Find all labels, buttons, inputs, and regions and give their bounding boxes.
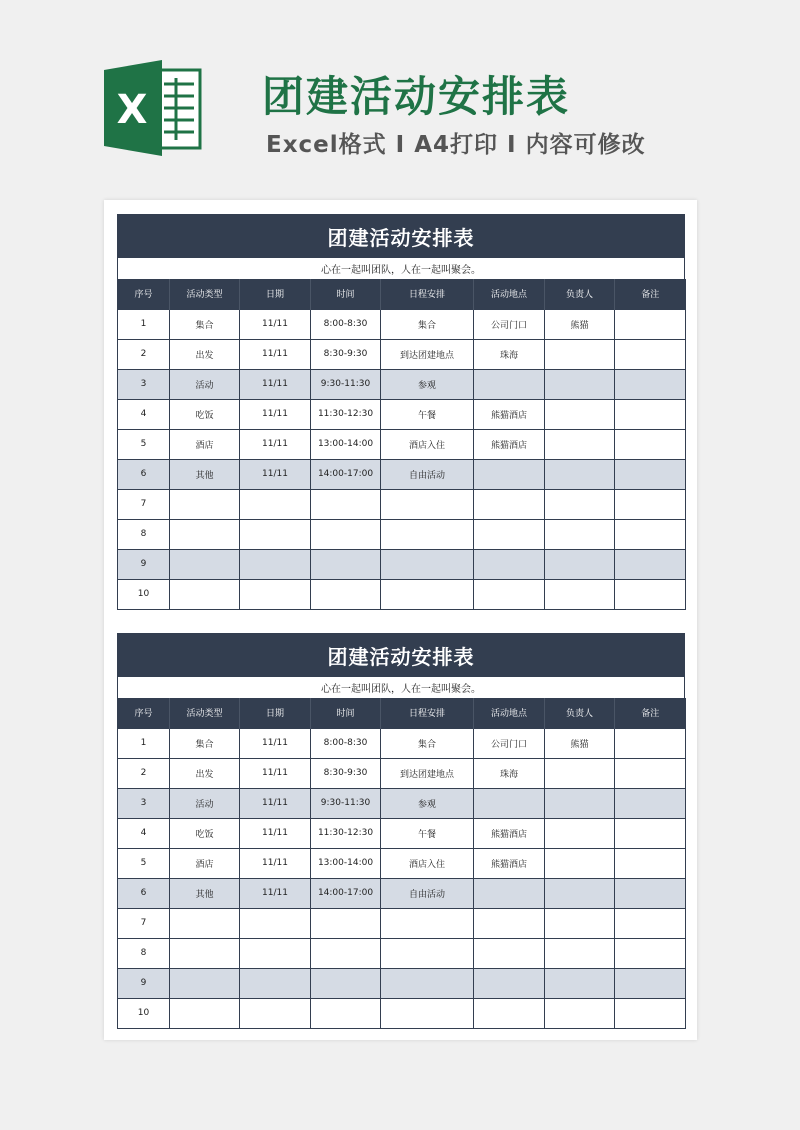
table-cell[interactable] <box>545 519 615 549</box>
table-cell[interactable]: 熊猫 <box>545 728 615 758</box>
table-cell[interactable] <box>545 579 615 609</box>
table-cell[interactable]: 1 <box>118 728 170 758</box>
table-cell[interactable]: 8:00-8:30 <box>311 728 381 758</box>
table-cell[interactable] <box>474 878 545 908</box>
table-cell[interactable] <box>615 519 686 549</box>
table-cell[interactable] <box>615 459 686 489</box>
column-header: 日程安排 <box>381 698 474 728</box>
table-cell[interactable]: 3 <box>118 788 170 818</box>
table-cell[interactable] <box>474 908 545 938</box>
table-cell[interactable]: 11/11 <box>240 788 311 818</box>
table-cell[interactable]: 公司门口 <box>474 728 545 758</box>
svg-text:X: X <box>116 87 148 133</box>
table-row <box>118 429 686 459</box>
table-cell[interactable] <box>474 489 545 519</box>
table-cell[interactable]: 14:00-17:00 <box>311 459 381 489</box>
table-cell[interactable]: 出发 <box>170 758 240 788</box>
table-cell[interactable] <box>545 788 615 818</box>
table-row <box>118 399 686 429</box>
table-row <box>118 758 686 788</box>
table-cell[interactable] <box>545 369 615 399</box>
column-header: 活动地点 <box>474 698 545 728</box>
table-cell[interactable] <box>615 968 686 998</box>
table-cell[interactable] <box>311 968 381 998</box>
table-cell[interactable] <box>545 938 615 968</box>
schedule-sheet <box>117 214 685 610</box>
table-cell[interactable]: 9 <box>118 968 170 998</box>
column-header: 负责人 <box>545 698 615 728</box>
table-cell[interactable] <box>474 459 545 489</box>
table-cell[interactable] <box>240 519 311 549</box>
table-cell[interactable] <box>381 549 474 579</box>
table-cell[interactable] <box>311 908 381 938</box>
table-cell[interactable]: 参观 <box>381 788 474 818</box>
sheet-title: 团建活动安排表 <box>117 214 685 258</box>
table-cell[interactable]: 珠海 <box>474 758 545 788</box>
table-cell[interactable]: 11:30-12:30 <box>311 399 381 429</box>
table-cell[interactable] <box>381 998 474 1028</box>
table-cell[interactable] <box>615 788 686 818</box>
table-cell[interactable]: 10 <box>118 998 170 1028</box>
table-cell[interactable] <box>615 429 686 459</box>
table-cell[interactable] <box>311 489 381 519</box>
table-cell[interactable]: 8 <box>118 519 170 549</box>
excel-logo-icon <box>104 60 204 156</box>
table-cell[interactable]: 4 <box>118 818 170 848</box>
column-header: 序号 <box>118 279 170 309</box>
table-cell[interactable] <box>545 908 615 938</box>
table-cell[interactable]: 酒店 <box>170 848 240 878</box>
table-cell[interactable]: 4 <box>118 399 170 429</box>
table-cell[interactable]: 8:30-9:30 <box>311 758 381 788</box>
table-row <box>118 459 686 489</box>
table-cell[interactable]: 14:00-17:00 <box>311 878 381 908</box>
table-cell[interactable]: 9 <box>118 549 170 579</box>
table-cell[interactable] <box>170 908 240 938</box>
column-header: 时间 <box>311 279 381 309</box>
table-cell[interactable] <box>545 998 615 1028</box>
document-paper <box>104 200 697 1040</box>
table-cell[interactable]: 酒店入住 <box>381 429 474 459</box>
table-cell[interactable]: 午餐 <box>381 399 474 429</box>
table-cell[interactable]: 自由活动 <box>381 459 474 489</box>
table-cell[interactable] <box>311 938 381 968</box>
table-cell[interactable] <box>381 968 474 998</box>
table-cell[interactable]: 1 <box>118 309 170 339</box>
table-row <box>118 369 686 399</box>
table-cell[interactable]: 自由活动 <box>381 878 474 908</box>
table-row <box>118 848 686 878</box>
table-cell[interactable]: 11/11 <box>240 848 311 878</box>
table-cell[interactable] <box>615 878 686 908</box>
table-cell[interactable]: 熊猫 <box>545 309 615 339</box>
table-cell[interactable] <box>615 309 686 339</box>
table-row <box>118 549 686 579</box>
column-header: 负责人 <box>545 279 615 309</box>
schedule-table <box>117 279 686 610</box>
table-cell[interactable] <box>240 549 311 579</box>
table-cell[interactable] <box>381 579 474 609</box>
table-row <box>118 998 686 1028</box>
table-cell[interactable]: 集合 <box>381 309 474 339</box>
table-cell[interactable]: 3 <box>118 369 170 399</box>
table-row <box>118 489 686 519</box>
table-cell[interactable]: 2 <box>118 758 170 788</box>
table-cell[interactable]: 集合 <box>170 728 240 758</box>
table-cell[interactable]: 活动 <box>170 788 240 818</box>
table-cell[interactable] <box>311 579 381 609</box>
table-cell[interactable] <box>474 369 545 399</box>
table-cell[interactable] <box>240 908 311 938</box>
table-cell[interactable]: 集合 <box>381 728 474 758</box>
table-cell[interactable] <box>474 519 545 549</box>
sheet-motto: 心在一起叫团队，人在一起叫聚会。 <box>117 677 685 698</box>
column-header: 日程安排 <box>381 279 474 309</box>
table-cell[interactable] <box>170 579 240 609</box>
table-header-row <box>118 698 686 728</box>
table-cell[interactable]: 9:30-11:30 <box>311 369 381 399</box>
table-cell[interactable]: 到达团建地点 <box>381 758 474 788</box>
table-cell[interactable]: 5 <box>118 848 170 878</box>
table-cell[interactable] <box>615 489 686 519</box>
schedule-table <box>117 698 686 1029</box>
table-cell[interactable] <box>240 938 311 968</box>
table-cell[interactable] <box>474 579 545 609</box>
table-cell[interactable] <box>474 998 545 1028</box>
table-cell[interactable]: 6 <box>118 878 170 908</box>
table-cell[interactable] <box>474 549 545 579</box>
table-cell[interactable] <box>615 938 686 968</box>
column-header: 时间 <box>311 698 381 728</box>
table-cell[interactable]: 5 <box>118 429 170 459</box>
table-cell[interactable]: 午餐 <box>381 818 474 848</box>
column-header: 日期 <box>240 279 311 309</box>
table-cell[interactable]: 出发 <box>170 339 240 369</box>
table-row <box>118 968 686 998</box>
table-cell[interactable]: 11/11 <box>240 878 311 908</box>
table-cell[interactable]: 11/11 <box>240 309 311 339</box>
table-cell[interactable]: 11/11 <box>240 339 311 369</box>
table-cell[interactable] <box>240 579 311 609</box>
table-cell[interactable]: 吃饭 <box>170 818 240 848</box>
table-cell[interactable]: 熊猫酒店 <box>474 848 545 878</box>
table-cell[interactable]: 酒店 <box>170 429 240 459</box>
table-cell[interactable]: 熊猫酒店 <box>474 429 545 459</box>
table-row <box>118 728 686 758</box>
table-cell[interactable] <box>615 339 686 369</box>
table-cell[interactable] <box>615 728 686 758</box>
table-cell[interactable]: 6 <box>118 459 170 489</box>
table-cell[interactable] <box>240 968 311 998</box>
table-cell[interactable]: 其他 <box>170 878 240 908</box>
table-cell[interactable] <box>545 818 615 848</box>
table-cell[interactable]: 11/11 <box>240 399 311 429</box>
table-row <box>118 519 686 549</box>
table-row <box>118 818 686 848</box>
table-row <box>118 339 686 369</box>
table-cell[interactable]: 活动 <box>170 369 240 399</box>
table-row <box>118 878 686 908</box>
table-cell[interactable]: 9:30-11:30 <box>311 788 381 818</box>
table-cell[interactable] <box>545 968 615 998</box>
table-cell[interactable] <box>311 549 381 579</box>
page-header <box>0 0 800 190</box>
table-cell[interactable]: 13:00-14:00 <box>311 848 381 878</box>
table-cell[interactable] <box>615 848 686 878</box>
table-cell[interactable]: 珠海 <box>474 339 545 369</box>
table-cell[interactable]: 13:00-14:00 <box>311 429 381 459</box>
table-cell[interactable] <box>240 998 311 1028</box>
table-cell[interactable]: 11/11 <box>240 459 311 489</box>
table-cell[interactable] <box>474 938 545 968</box>
table-cell[interactable] <box>311 998 381 1028</box>
schedule-sheet <box>117 633 685 1029</box>
table-cell[interactable] <box>474 968 545 998</box>
table-cell[interactable]: 11/11 <box>240 818 311 848</box>
table-cell[interactable]: 11/11 <box>240 728 311 758</box>
table-cell[interactable] <box>170 998 240 1028</box>
table-cell[interactable]: 2 <box>118 339 170 369</box>
table-cell[interactable]: 吃饭 <box>170 399 240 429</box>
table-cell[interactable] <box>545 429 615 459</box>
table-cell[interactable] <box>615 399 686 429</box>
table-cell[interactable]: 集合 <box>170 309 240 339</box>
column-header: 序号 <box>118 698 170 728</box>
table-cell[interactable] <box>545 758 615 788</box>
sheet-motto: 心在一起叫团队，人在一起叫聚会。 <box>117 258 685 279</box>
table-cell[interactable] <box>170 489 240 519</box>
table-cell[interactable] <box>381 489 474 519</box>
table-cell[interactable] <box>545 848 615 878</box>
table-cell[interactable]: 参观 <box>381 369 474 399</box>
table-cell[interactable]: 7 <box>118 489 170 519</box>
column-header: 备注 <box>615 279 686 309</box>
table-cell[interactable]: 10 <box>118 579 170 609</box>
table-cell[interactable] <box>545 489 615 519</box>
table-cell[interactable]: 熊猫酒店 <box>474 399 545 429</box>
table-cell[interactable]: 11/11 <box>240 758 311 788</box>
table-cell[interactable]: 到达团建地点 <box>381 339 474 369</box>
table-cell[interactable] <box>545 399 615 429</box>
table-cell[interactable] <box>615 998 686 1028</box>
table-cell[interactable] <box>170 968 240 998</box>
table-cell[interactable]: 熊猫酒店 <box>474 818 545 848</box>
table-cell[interactable] <box>474 788 545 818</box>
table-cell[interactable] <box>170 519 240 549</box>
table-cell[interactable] <box>240 489 311 519</box>
table-cell[interactable] <box>615 369 686 399</box>
sheet-title: 团建活动安排表 <box>117 633 685 677</box>
table-cell[interactable] <box>170 549 240 579</box>
table-cell[interactable] <box>545 339 615 369</box>
table-row <box>118 908 686 938</box>
table-cell[interactable]: 8:00-8:30 <box>311 309 381 339</box>
table-cell[interactable] <box>545 459 615 489</box>
table-cell[interactable] <box>545 549 615 579</box>
column-header: 活动地点 <box>474 279 545 309</box>
page-subtitle: Excel格式 I A4打印 I 内容可修改 <box>266 132 646 158</box>
table-cell[interactable]: 其他 <box>170 459 240 489</box>
column-header: 备注 <box>615 698 686 728</box>
table-cell[interactable] <box>615 549 686 579</box>
table-row <box>118 579 686 609</box>
table-cell[interactable] <box>615 758 686 788</box>
table-cell[interactable] <box>381 519 474 549</box>
table-row <box>118 938 686 968</box>
table-cell[interactable] <box>381 908 474 938</box>
table-cell[interactable]: 11/11 <box>240 429 311 459</box>
table-row <box>118 309 686 339</box>
table-cell[interactable]: 8:30-9:30 <box>311 339 381 369</box>
table-cell[interactable] <box>170 938 240 968</box>
table-cell[interactable] <box>381 938 474 968</box>
table-cell[interactable]: 酒店入住 <box>381 848 474 878</box>
table-cell[interactable]: 7 <box>118 908 170 938</box>
column-header: 活动类型 <box>170 279 240 309</box>
table-cell[interactable]: 11:30-12:30 <box>311 818 381 848</box>
table-cell[interactable]: 公司门口 <box>474 309 545 339</box>
table-cell[interactable] <box>545 878 615 908</box>
column-header: 日期 <box>240 698 311 728</box>
table-row <box>118 788 686 818</box>
table-cell[interactable] <box>615 818 686 848</box>
table-cell[interactable] <box>311 519 381 549</box>
page-title: 团建活动安排表 <box>262 72 571 121</box>
column-header: 活动类型 <box>170 698 240 728</box>
table-cell[interactable] <box>615 908 686 938</box>
table-cell[interactable] <box>615 579 686 609</box>
table-header-row <box>118 279 686 309</box>
table-cell[interactable]: 8 <box>118 938 170 968</box>
table-cell[interactable]: 11/11 <box>240 369 311 399</box>
